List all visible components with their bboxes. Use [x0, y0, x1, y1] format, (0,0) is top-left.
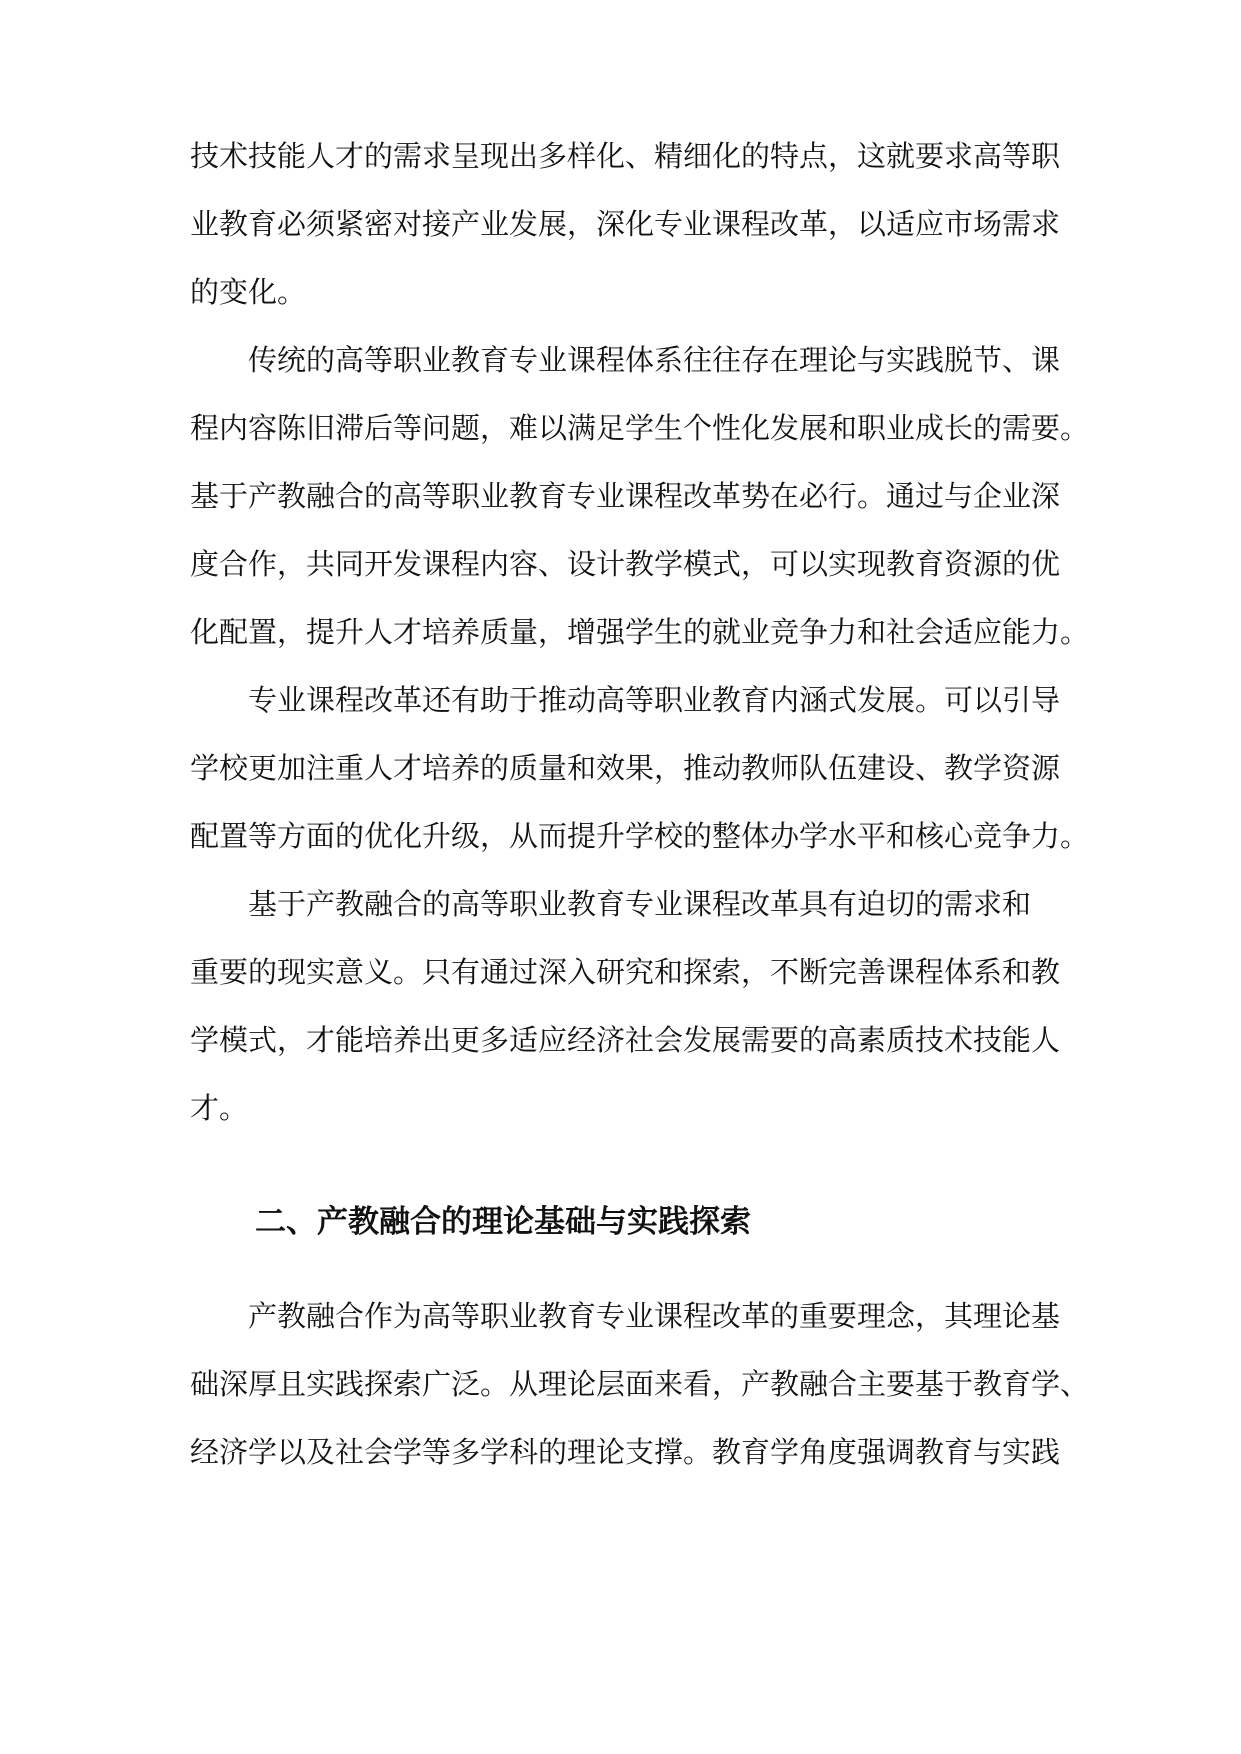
paragraph-1-line-1: 技术技能人才的需求呈现出多样化、精细化的特点，这就要求高等职 — [190, 139, 1061, 173]
section-paragraph-1-line-2: 础深厚且实践探索广泛。从理论层面来看，产教融合主要基于教育学、 — [190, 1367, 1090, 1401]
paragraph-1-line-2: 业教育必须紧密对接产业发展，深化专业课程改革，以适应市场需求 — [190, 207, 1061, 241]
section-heading: 二、产教融合的理论基础与实践探索 — [255, 1204, 751, 1240]
paragraph-2-line-4: 度合作，共同开发课程内容、设计教学模式，可以实现教育资源的优 — [190, 547, 1061, 581]
section-paragraph-1-line-3: 经济学以及社会学等多学科的理论支撑。教育学角度强调教育与实践 — [190, 1435, 1061, 1469]
paragraph-2-line-3: 基于产教融合的高等职业教育专业课程改革势在必行。通过与企业深 — [190, 479, 1061, 513]
paragraph-4-line-1: 基于产教融合的高等职业教育专业课程改革具有迫切的需求和 — [248, 887, 1032, 921]
paragraph-3-line-3: 配置等方面的优化升级，从而提升学校的整体办学水平和核心竞争力。 — [190, 819, 1090, 853]
paragraph-4-line-4: 才。 — [190, 1091, 249, 1125]
paragraph-2-line-2: 程内容陈旧滞后等问题，难以满足学生个性化发展和职业成长的需要。 — [190, 411, 1090, 445]
paragraph-3-line-2: 学校更加注重人才培养的质量和效果，推动教师队伍建设、教学资源 — [190, 751, 1061, 785]
paragraph-1-line-3: 的变化。 — [190, 275, 307, 309]
section-paragraph-1-line-1: 产教融合作为高等职业教育专业课程改革的重要理念，其理论基 — [248, 1299, 1061, 1333]
paragraph-4-line-2: 重要的现实意义。只有通过深入研究和探索，不断完善课程体系和教 — [190, 955, 1061, 989]
paragraph-3-line-1: 专业课程改革还有助于推动高等职业教育内涵式发展。可以引导 — [248, 683, 1061, 717]
paragraph-2-line-5: 化配置，提升人才培养质量，增强学生的就业竞争力和社会适应能力。 — [190, 615, 1090, 649]
paragraph-4-line-3: 学模式，才能培养出更多适应经济社会发展需要的高素质技术技能人 — [190, 1023, 1061, 1057]
paragraph-2-line-1: 传统的高等职业教育专业课程体系往往存在理论与实践脱节、课 — [248, 343, 1061, 377]
